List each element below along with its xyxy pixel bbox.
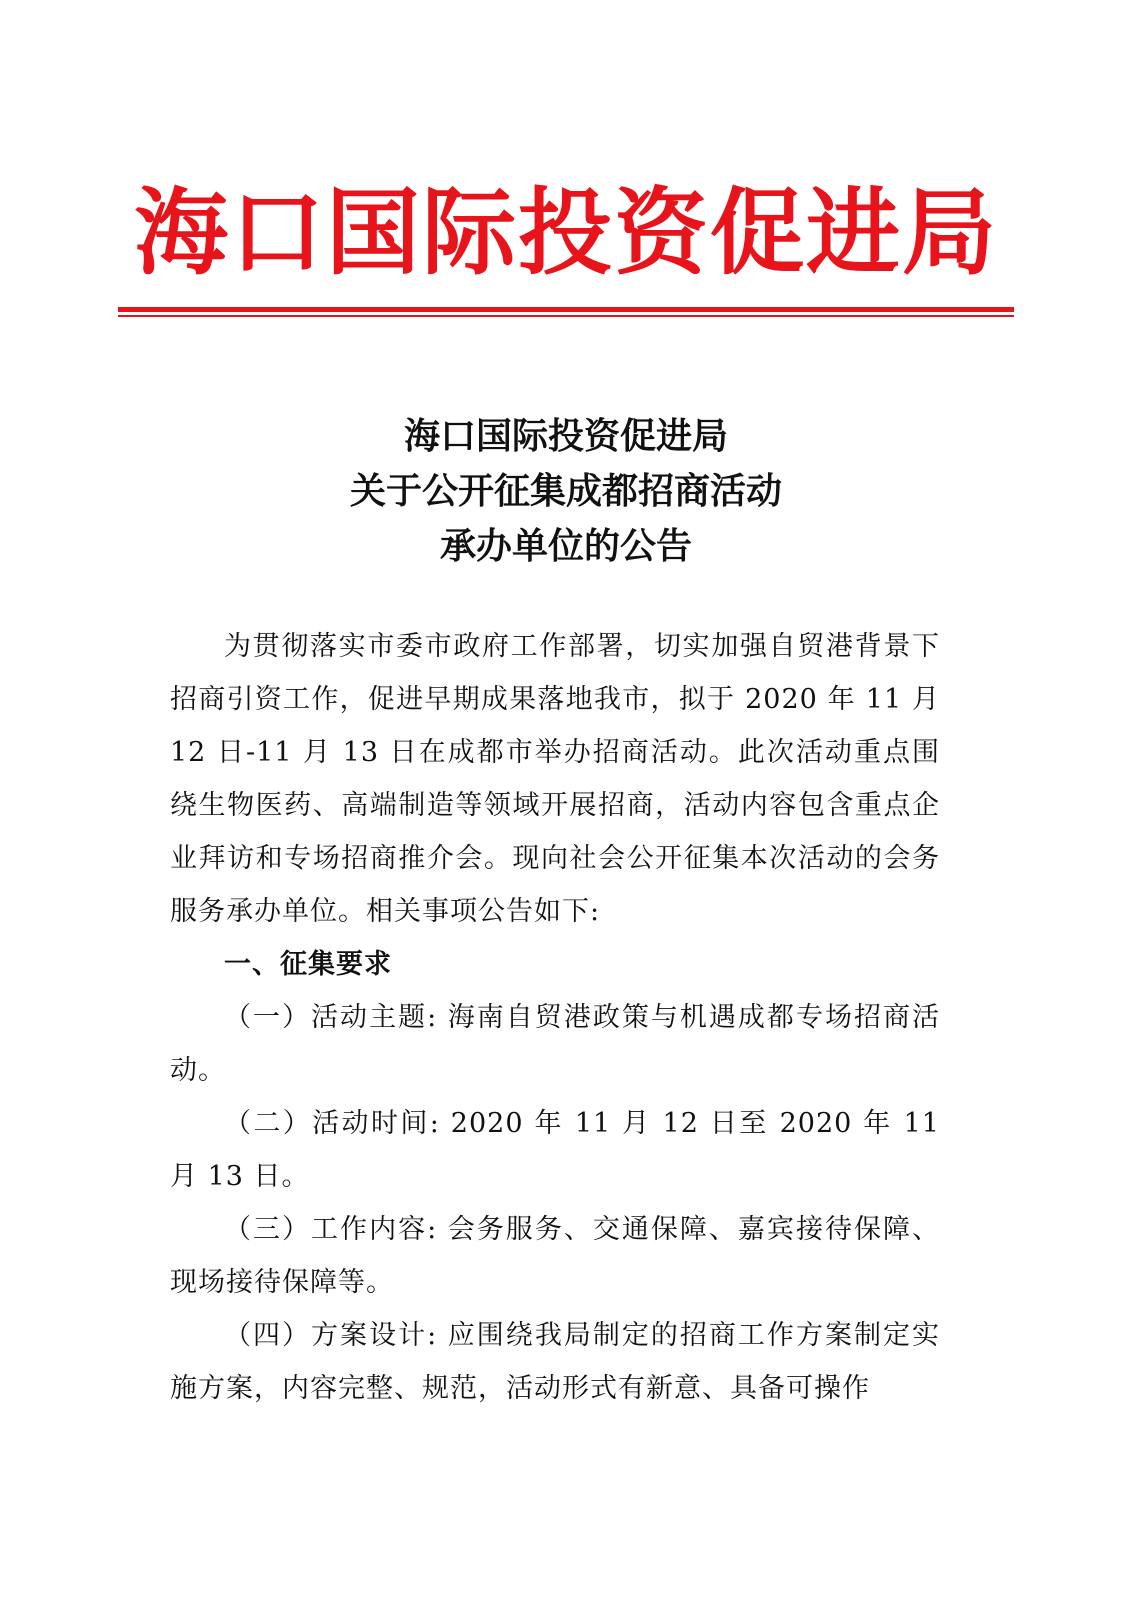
intro-paragraph: 为贯彻落实市委市政府工作部署，切实加强自贸港背景下招商引资工作，促进早期成果落地我市，拟于 2020 年 11 月 12 日-11 月 13 日在成都市举办招商活动。此次活动重点围绕生物医药、高端制造等领域开展招商，活动内容包含重点企业拜访和专场招商推介会。现向社会公开征集本次活动的会务服务承办单位。相关事项公告如下: <box>170 631 940 927</box>
item-activity-theme: （一）活动主题: 海南自贸港政策与机遇成都专场招商活动。 <box>170 1002 940 1086</box>
item-work-content: （三）工作内容: 会务服务、交通保障、嘉宾接待保障、现场接待保障等。 <box>170 1214 940 1298</box>
title-line-3: 承办单位的公告 <box>439 525 692 567</box>
item-activity-time: （二）活动时间: 2020 年 11 月 12 日至 2020 年 11 月 13 日。 <box>170 1108 940 1192</box>
section-heading-requirements: 一、征集要求 <box>224 949 392 980</box>
title-line-1: 海口国际投资促进局 <box>403 415 728 457</box>
announcement-body <box>170 620 940 1415</box>
item-plan-design: （四）方案设计: 应围绕我局制定的招商工作方案制定实施方案，内容完整、规范，活动形式有新意、具备可操作 <box>170 1320 940 1404</box>
masthead-rule-thin <box>118 315 1014 317</box>
masthead-rule-thick <box>118 307 1014 312</box>
announcement-title <box>118 409 1014 574</box>
title-line-2: 关于公开征集成都招商活动 <box>349 470 782 512</box>
masthead-org-name: 海口国际投资促进局 <box>133 178 998 288</box>
